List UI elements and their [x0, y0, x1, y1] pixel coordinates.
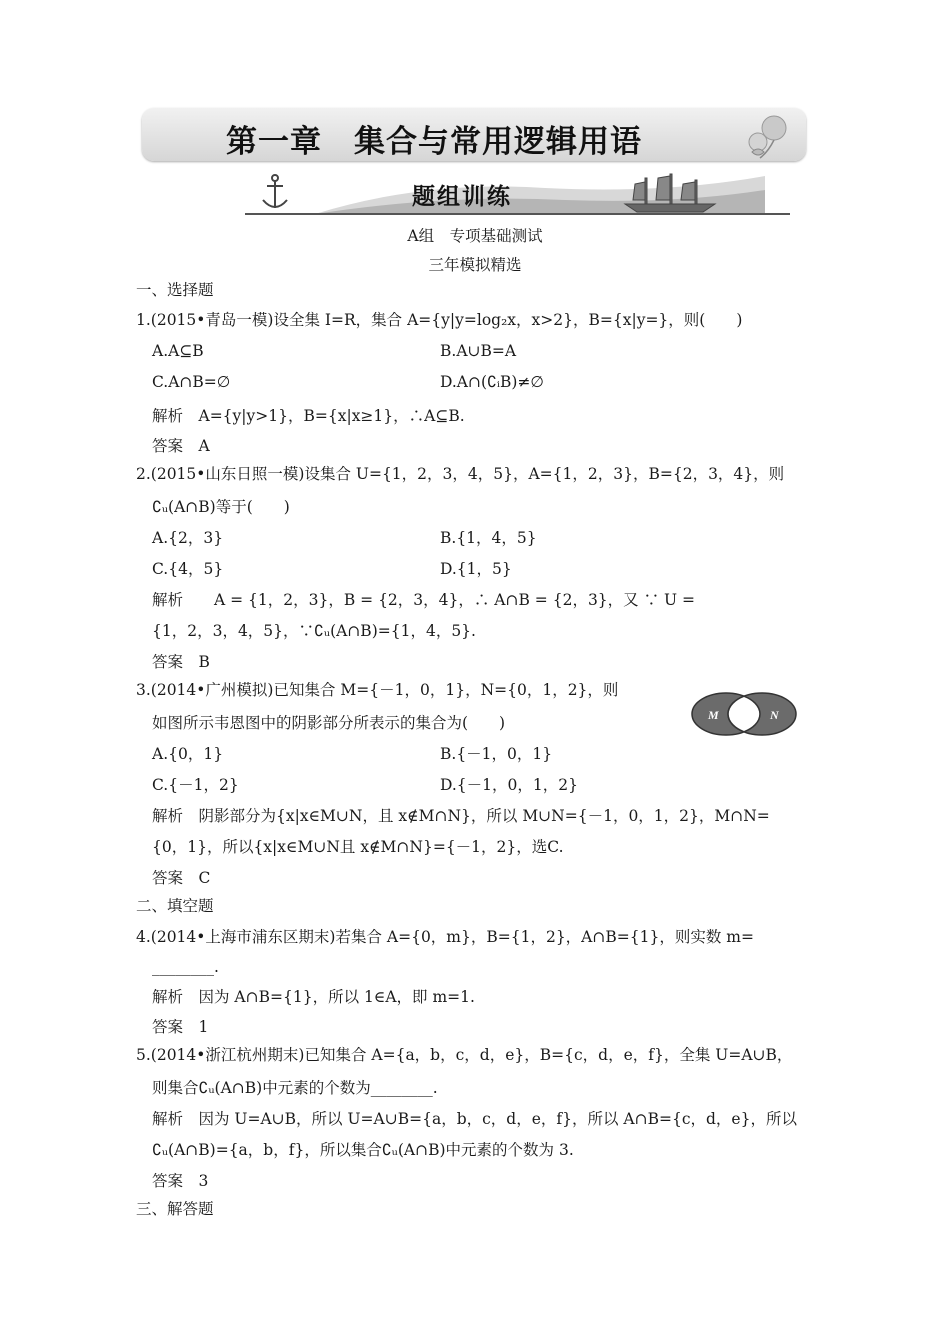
q1-analysis: 解析 A={y|y>1}，B={x|x≥1}，∴A⊆B.	[152, 407, 465, 425]
q4-answer: 答案 1	[152, 1018, 209, 1036]
q5-analysis: 解析 因为 U=A∪B，所以 U=A∪B={a，b，c，d，e，f}，所以 A∩B={c，d，e}，所以	[152, 1110, 797, 1128]
q2-analysis-continued: {1，2，3，4，5}，∵∁ᵤ(A∩B)={1，4，5}.	[152, 622, 476, 640]
q1-option-b: B.A∪B=A	[440, 342, 517, 360]
section-heading-choice: 一、选择题	[136, 281, 214, 299]
q1-option-c: C.A∩B=∅	[152, 373, 231, 391]
q2-option-c: C.{4，5}	[152, 560, 224, 578]
chapter-header-bar	[142, 108, 806, 161]
chapter-title: 第一章 集合与常用逻辑用语	[226, 124, 642, 160]
q2-analysis: 解析 A = {1，2，3}，B = {2，3，4}，∴ A∩B = {2，3}，又 ∵ U =	[152, 591, 696, 609]
venn-diagram	[690, 690, 798, 738]
q1-option-a: A.A⊆B	[152, 342, 204, 360]
q2-option-b: B.{1，4，5}	[440, 529, 537, 547]
q4-analysis: 解析 因为 A∩B={1}，所以 1∈A，即 m=1.	[152, 988, 475, 1006]
q2-option-d: D.{1，5}	[440, 560, 512, 578]
q3-analysis-continued: {0，1}，所以{x|x∈M∪N且 x∉M∩N}={－1，2}，选C.	[152, 838, 564, 856]
q1-option-d: D.A∩(∁ᵢB)≠∅	[440, 373, 544, 391]
q5-answer: 答案 3	[152, 1172, 209, 1190]
q3-option-b: B.{－1，0，1}	[440, 745, 553, 763]
section-heading-solve: 三、解答题	[136, 1200, 214, 1218]
q4-blank: ________.	[152, 958, 219, 976]
q3-option-d: D.{－1，0，1，2}	[440, 776, 578, 794]
q1-answer: 答案 A	[152, 437, 210, 455]
q5-stem: 5.(2014•浙江杭州期末)已知集合 A={a，b，c，d，e}，B={c，d，e，f}，全集 U=A∪B，	[136, 1046, 793, 1064]
banner-title: 题组训练	[412, 184, 512, 210]
q1-stem: 1.(2015•青岛一模)设全集 I=R，集合 A={y|y=log₂x，x>2}，B={x|y=}，则( )	[136, 311, 743, 329]
venn-label-m: M	[708, 708, 719, 722]
q3-stem: 3.(2014•广州模拟)已知集合 M={－1，0，1}，N={0，1，2}，则	[136, 681, 619, 699]
q2-stem: 2.(2015•山东日照一模)设集合 U={1，2，3，4，5}，A={1，2，3}，B={2，3，4}，则	[136, 465, 785, 483]
section-heading-fill: 二、填空题	[136, 897, 214, 915]
q2-answer: 答案 B	[152, 653, 210, 671]
q2-option-a: A.{2，3}	[152, 529, 224, 547]
flower-decoration-icon	[738, 112, 798, 160]
q5-analysis-continued: ∁ᵤ(A∩B)={a，b，f}，所以集合∁ᵤ(A∩B)中元素的个数为 3.	[152, 1141, 574, 1159]
group-title: A组 专项基础测试	[407, 227, 543, 245]
q2-stem-continued: ∁ᵤ(A∩B)等于( )	[152, 498, 290, 516]
q3-option-a: A.{0，1}	[152, 745, 224, 763]
subtitle: 三年模拟精选	[428, 256, 522, 274]
q3-option-c: C.{－1，2}	[152, 776, 239, 794]
q3-stem-continued: 如图所示韦恩图中的阴影部分所表示的集合为( )	[152, 714, 506, 732]
q3-answer: 答案 C	[152, 869, 211, 887]
q3-analysis: 解析 阴影部分为{x|x∈M∪N，且 x∉M∩N}，所以 M∪N={－1，0，1，2}，M∩N=	[152, 807, 770, 825]
venn-label-n: N	[770, 708, 779, 722]
q5-stem-continued: 则集合∁ᵤ(A∩B)中元素的个数为________.	[152, 1079, 438, 1097]
q4-stem: 4.(2014•上海市浦东区期末)若集合 A={0，m}，B={1，2}，A∩B={1}，则实数 m=	[136, 928, 754, 946]
